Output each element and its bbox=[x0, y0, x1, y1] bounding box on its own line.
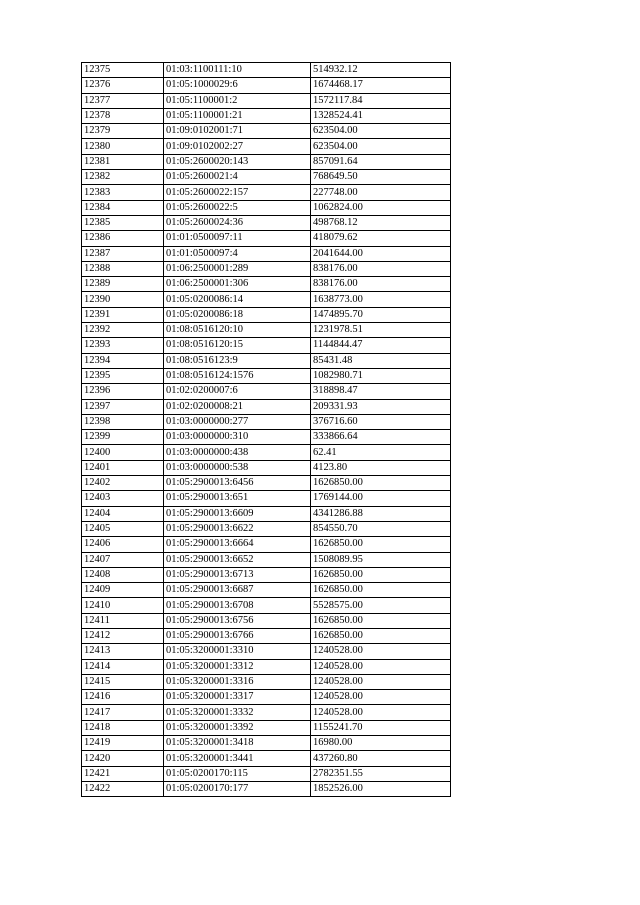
row-number-cell: 12392 bbox=[82, 323, 164, 338]
value-cell: 623504.00 bbox=[311, 139, 451, 154]
cadastral-number-cell: 01:05:3200001:3310 bbox=[164, 644, 311, 659]
row-number-cell: 12410 bbox=[82, 598, 164, 613]
value-cell: 4123.80 bbox=[311, 460, 451, 475]
table-row bbox=[82, 139, 451, 154]
table-row bbox=[82, 460, 451, 475]
table-row bbox=[82, 124, 451, 139]
row-number-cell: 12421 bbox=[82, 766, 164, 781]
row-number-cell: 12380 bbox=[82, 139, 164, 154]
row-number-cell: 12409 bbox=[82, 583, 164, 598]
cadastral-number-cell: 01:05:2900013:6756 bbox=[164, 613, 311, 628]
value-cell: 209331.93 bbox=[311, 399, 451, 414]
value-cell: 514932.12 bbox=[311, 63, 451, 78]
table-row bbox=[82, 277, 451, 292]
row-number-cell: 12408 bbox=[82, 567, 164, 582]
cadastral-number-cell: 01:05:0200170:177 bbox=[164, 781, 311, 796]
row-number-cell: 12388 bbox=[82, 261, 164, 276]
cadastral-number-cell: 01:03:0000000:438 bbox=[164, 445, 311, 460]
cadastral-number-cell: 01:05:2600024:36 bbox=[164, 215, 311, 230]
table-row bbox=[82, 445, 451, 460]
cadastral-number-cell: 01:05:3200001:3316 bbox=[164, 674, 311, 689]
row-number-cell: 12397 bbox=[82, 399, 164, 414]
table-row bbox=[82, 215, 451, 230]
value-cell: 4341286.88 bbox=[311, 506, 451, 521]
cadastral-number-cell: 01:05:2600022:5 bbox=[164, 200, 311, 215]
table-row bbox=[82, 583, 451, 598]
value-cell: 857091.64 bbox=[311, 154, 451, 169]
table-row bbox=[82, 292, 451, 307]
value-cell: 318898.47 bbox=[311, 384, 451, 399]
value-cell: 2782351.55 bbox=[311, 766, 451, 781]
row-number-cell: 12393 bbox=[82, 338, 164, 353]
value-cell: 16980.00 bbox=[311, 736, 451, 751]
table-row bbox=[82, 399, 451, 414]
row-number-cell: 12387 bbox=[82, 246, 164, 261]
value-cell: 838176.00 bbox=[311, 277, 451, 292]
value-cell: 1626850.00 bbox=[311, 537, 451, 552]
cadastral-number-cell: 01:05:2900013:6609 bbox=[164, 506, 311, 521]
table-row bbox=[82, 338, 451, 353]
table-row bbox=[82, 690, 451, 705]
table-row bbox=[82, 552, 451, 567]
table-row bbox=[82, 720, 451, 735]
cadastral-number-cell: 01:05:3200001:3332 bbox=[164, 705, 311, 720]
cadastral-number-cell: 01:06:2500001:289 bbox=[164, 261, 311, 276]
row-number-cell: 12401 bbox=[82, 460, 164, 475]
table-row bbox=[82, 261, 451, 276]
value-cell: 333866.64 bbox=[311, 430, 451, 445]
table-row bbox=[82, 323, 451, 338]
value-cell: 1474895.70 bbox=[311, 307, 451, 322]
cadastral-number-cell: 01:09:0102002:27 bbox=[164, 139, 311, 154]
table-row bbox=[82, 521, 451, 536]
cadastral-number-cell: 01:03:1100111:10 bbox=[164, 63, 311, 78]
table-row bbox=[82, 705, 451, 720]
value-cell: 1638773.00 bbox=[311, 292, 451, 307]
cadastral-number-cell: 01:09:0102001:71 bbox=[164, 124, 311, 139]
value-cell: 1328524.41 bbox=[311, 108, 451, 123]
row-number-cell: 12405 bbox=[82, 521, 164, 536]
value-cell: 62.41 bbox=[311, 445, 451, 460]
row-number-cell: 12394 bbox=[82, 353, 164, 368]
table-row bbox=[82, 644, 451, 659]
table-row bbox=[82, 353, 451, 368]
table-row bbox=[82, 200, 451, 215]
table-row bbox=[82, 781, 451, 796]
value-cell: 623504.00 bbox=[311, 124, 451, 139]
table-row bbox=[82, 659, 451, 674]
cadastral-number-cell: 01:03:0000000:310 bbox=[164, 430, 311, 445]
cadastral-number-cell: 01:02:0200008:21 bbox=[164, 399, 311, 414]
row-number-cell: 12396 bbox=[82, 384, 164, 399]
row-number-cell: 12399 bbox=[82, 430, 164, 445]
cadastral-number-cell: 01:03:0000000:277 bbox=[164, 414, 311, 429]
row-number-cell: 12389 bbox=[82, 277, 164, 292]
cadastral-number-cell: 01:02:0200007:6 bbox=[164, 384, 311, 399]
table-row bbox=[82, 93, 451, 108]
value-cell: 1769144.00 bbox=[311, 491, 451, 506]
cadastral-number-cell: 01:05:2900013:6713 bbox=[164, 567, 311, 582]
row-number-cell: 12384 bbox=[82, 200, 164, 215]
row-number-cell: 12376 bbox=[82, 78, 164, 93]
cadastral-number-cell: 01:05:3200001:3312 bbox=[164, 659, 311, 674]
value-cell: 227748.00 bbox=[311, 185, 451, 200]
row-number-cell: 12391 bbox=[82, 307, 164, 322]
cadastral-number-cell: 01:05:2900013:6456 bbox=[164, 476, 311, 491]
row-number-cell: 12406 bbox=[82, 537, 164, 552]
cadastral-number-cell: 01:05:0200170:115 bbox=[164, 766, 311, 781]
value-cell: 437260.80 bbox=[311, 751, 451, 766]
row-number-cell: 12415 bbox=[82, 674, 164, 689]
table-row bbox=[82, 78, 451, 93]
value-cell: 1240528.00 bbox=[311, 644, 451, 659]
row-number-cell: 12414 bbox=[82, 659, 164, 674]
table-row bbox=[82, 766, 451, 781]
row-number-cell: 12378 bbox=[82, 108, 164, 123]
value-cell: 1852526.00 bbox=[311, 781, 451, 796]
cadastral-number-cell: 01:01:0500097:11 bbox=[164, 231, 311, 246]
row-number-cell: 12411 bbox=[82, 613, 164, 628]
cadastral-number-cell: 01:05:2900013:6664 bbox=[164, 537, 311, 552]
cadastral-number-cell: 01:05:2600022:157 bbox=[164, 185, 311, 200]
cadastral-number-cell: 01:05:1100001:21 bbox=[164, 108, 311, 123]
value-cell: 838176.00 bbox=[311, 261, 451, 276]
row-number-cell: 12379 bbox=[82, 124, 164, 139]
table-row bbox=[82, 567, 451, 582]
row-number-cell: 12381 bbox=[82, 154, 164, 169]
table-row bbox=[82, 307, 451, 322]
table-row bbox=[82, 628, 451, 643]
row-number-cell: 12416 bbox=[82, 690, 164, 705]
value-cell: 376716.60 bbox=[311, 414, 451, 429]
value-cell: 85431.48 bbox=[311, 353, 451, 368]
cadastral-number-cell: 01:05:2900013:651 bbox=[164, 491, 311, 506]
table-row bbox=[82, 246, 451, 261]
table-row bbox=[82, 384, 451, 399]
row-number-cell: 12412 bbox=[82, 628, 164, 643]
table-row bbox=[82, 537, 451, 552]
row-number-cell: 12404 bbox=[82, 506, 164, 521]
table-row bbox=[82, 476, 451, 491]
table-row bbox=[82, 598, 451, 613]
row-number-cell: 12382 bbox=[82, 170, 164, 185]
cadastral-number-cell: 01:05:2900013:6622 bbox=[164, 521, 311, 536]
table-row bbox=[82, 613, 451, 628]
value-cell: 1240528.00 bbox=[311, 674, 451, 689]
row-number-cell: 12419 bbox=[82, 736, 164, 751]
row-number-cell: 12417 bbox=[82, 705, 164, 720]
cadastral-number-cell: 01:05:2900013:6687 bbox=[164, 583, 311, 598]
table-row bbox=[82, 231, 451, 246]
value-cell: 1240528.00 bbox=[311, 690, 451, 705]
cadastral-number-cell: 01:08:0516120:10 bbox=[164, 323, 311, 338]
cadastral-number-cell: 01:05:3200001:3441 bbox=[164, 751, 311, 766]
row-number-cell: 12383 bbox=[82, 185, 164, 200]
value-cell: 1240528.00 bbox=[311, 705, 451, 720]
value-cell: 1082980.71 bbox=[311, 368, 451, 383]
value-cell: 1626850.00 bbox=[311, 628, 451, 643]
value-cell: 854550.70 bbox=[311, 521, 451, 536]
value-cell: 1626850.00 bbox=[311, 613, 451, 628]
table-row bbox=[82, 185, 451, 200]
cadastral-number-cell: 01:05:2900013:6766 bbox=[164, 628, 311, 643]
value-cell: 1626850.00 bbox=[311, 583, 451, 598]
row-number-cell: 12385 bbox=[82, 215, 164, 230]
row-number-cell: 12386 bbox=[82, 231, 164, 246]
row-number-cell: 12422 bbox=[82, 781, 164, 796]
cadastral-number-cell: 01:05:0200086:18 bbox=[164, 307, 311, 322]
value-cell: 498768.12 bbox=[311, 215, 451, 230]
cadastral-number-cell: 01:08:0516124:1576 bbox=[164, 368, 311, 383]
cadastral-number-cell: 01:03:0000000:538 bbox=[164, 460, 311, 475]
table-row bbox=[82, 368, 451, 383]
row-number-cell: 12398 bbox=[82, 414, 164, 429]
cadastral-number-cell: 01:05:2600021:4 bbox=[164, 170, 311, 185]
data-table bbox=[81, 62, 451, 797]
value-cell: 1572117.84 bbox=[311, 93, 451, 108]
value-cell: 1674468.17 bbox=[311, 78, 451, 93]
row-number-cell: 12375 bbox=[82, 63, 164, 78]
table-row bbox=[82, 63, 451, 78]
value-cell: 1231978.51 bbox=[311, 323, 451, 338]
cadastral-number-cell: 01:05:3200001:3317 bbox=[164, 690, 311, 705]
value-cell: 1155241.70 bbox=[311, 720, 451, 735]
cadastral-number-cell: 01:05:3200001:3392 bbox=[164, 720, 311, 735]
cadastral-number-cell: 01:05:2900013:6708 bbox=[164, 598, 311, 613]
row-number-cell: 12395 bbox=[82, 368, 164, 383]
row-number-cell: 12420 bbox=[82, 751, 164, 766]
table-row bbox=[82, 430, 451, 445]
table-row bbox=[82, 154, 451, 169]
value-cell: 1144844.47 bbox=[311, 338, 451, 353]
value-cell: 1626850.00 bbox=[311, 476, 451, 491]
row-number-cell: 12377 bbox=[82, 93, 164, 108]
cadastral-number-cell: 01:05:3200001:3418 bbox=[164, 736, 311, 751]
cadastral-number-cell: 01:05:0200086:14 bbox=[164, 292, 311, 307]
table-row bbox=[82, 674, 451, 689]
cadastral-number-cell: 01:01:0500097:4 bbox=[164, 246, 311, 261]
row-number-cell: 12390 bbox=[82, 292, 164, 307]
table-row bbox=[82, 491, 451, 506]
row-number-cell: 12403 bbox=[82, 491, 164, 506]
cadastral-number-cell: 01:08:0516123:9 bbox=[164, 353, 311, 368]
row-number-cell: 12413 bbox=[82, 644, 164, 659]
value-cell: 418079.62 bbox=[311, 231, 451, 246]
row-number-cell: 12402 bbox=[82, 476, 164, 491]
value-cell: 1062824.00 bbox=[311, 200, 451, 215]
table-row bbox=[82, 108, 451, 123]
row-number-cell: 12407 bbox=[82, 552, 164, 567]
row-number-cell: 12418 bbox=[82, 720, 164, 735]
table-body bbox=[82, 63, 451, 797]
cadastral-number-cell: 01:08:0516120:15 bbox=[164, 338, 311, 353]
cadastral-number-cell: 01:05:2900013:6652 bbox=[164, 552, 311, 567]
cadastral-number-cell: 01:05:1100001:2 bbox=[164, 93, 311, 108]
value-cell: 1508089.95 bbox=[311, 552, 451, 567]
value-cell: 1626850.00 bbox=[311, 567, 451, 582]
cadastral-number-cell: 01:05:1000029:6 bbox=[164, 78, 311, 93]
cadastral-number-cell: 01:06:2500001:306 bbox=[164, 277, 311, 292]
value-cell: 1240528.00 bbox=[311, 659, 451, 674]
table-row bbox=[82, 414, 451, 429]
value-cell: 5528575.00 bbox=[311, 598, 451, 613]
table-row bbox=[82, 170, 451, 185]
cadastral-number-cell: 01:05:2600020:143 bbox=[164, 154, 311, 169]
value-cell: 768649.50 bbox=[311, 170, 451, 185]
table-row bbox=[82, 751, 451, 766]
value-cell: 2041644.00 bbox=[311, 246, 451, 261]
row-number-cell: 12400 bbox=[82, 445, 164, 460]
table-row bbox=[82, 506, 451, 521]
table-row bbox=[82, 736, 451, 751]
